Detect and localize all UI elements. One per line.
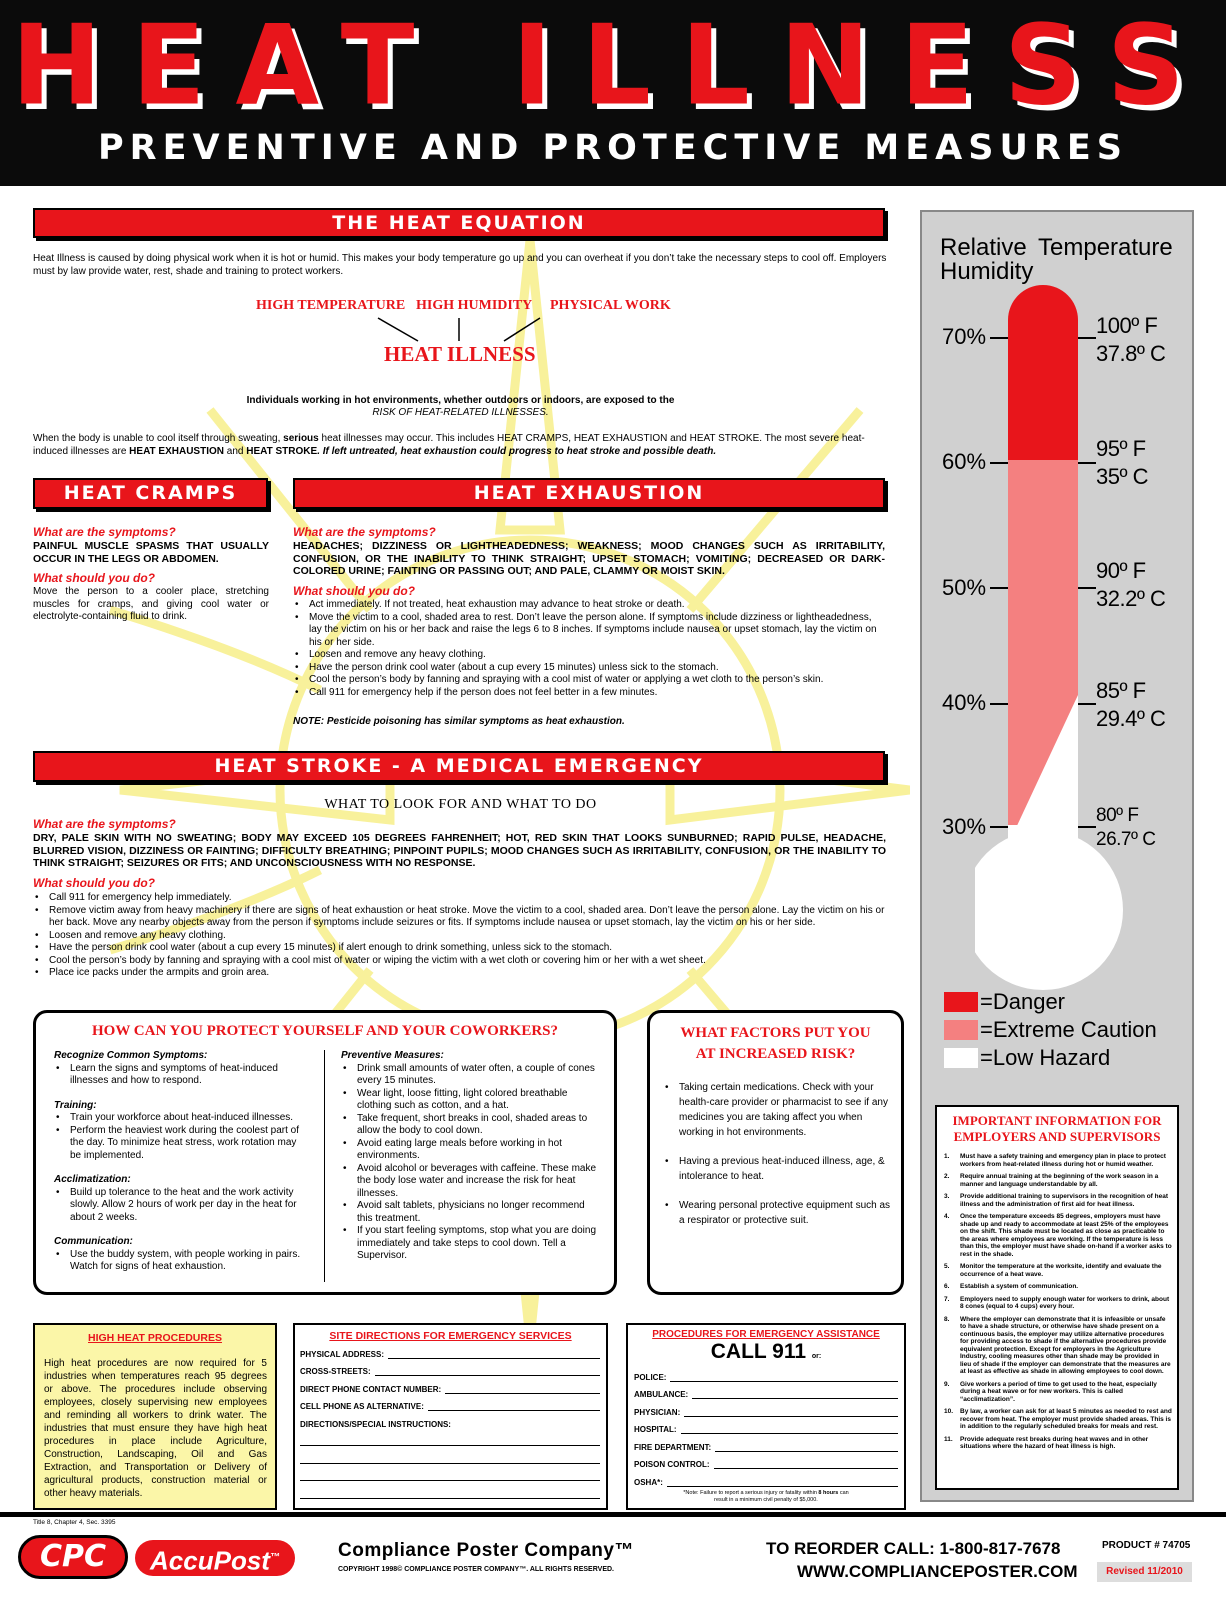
list-item: 8. Where the employer can demonstrate that it is infeasible or unsafe to have a shade structure, or otherwise have shade present on a continuous basis, the employer may utilize alternative procedures for providing access to shade if the alternative procedures provide equivalent protection. Except for employers in the Agriculture Industry, cooling measures other than shade may be provided in lieu of shade if the employer can demonstrate that the measures are at least as effective as shade in allowing employees to cool down. bbox=[944, 1315, 1171, 1375]
tick-right bbox=[1078, 587, 1096, 589]
list-item: • Loosen and remove any heavy clothing. bbox=[33, 930, 888, 943]
stroke-symptoms: DRY, PALE SKIN WITH NO SWEATING; BODY MAY EXCEED 105 DEGREES FAHRENHEIT; HOT, RED SKIN THAT LOOKS SUNBURNED; RAPID PULSE, HEADACHE, BLURRED VISION, DIZZINESS OR FAINTING; DIFFICULTY BREATHING; PINPOINT PUPILS; MOOD CHANGES SUCH AS IRRITABILITY, CONFUSION, OR THE INABILITY TO THINK STRAIGHT; SEIZURES OR FITS; AND UNCONSCIOUSNESS WITH NO RESPONSE. bbox=[33, 832, 886, 869]
heat-cramps-heading: HEAT CRAMPS bbox=[33, 478, 268, 509]
directions-line[interactable] bbox=[300, 1446, 600, 1464]
exhaustion-action-question: What should you do? bbox=[293, 584, 415, 598]
temp-85f: 85º F bbox=[1096, 678, 1146, 703]
cell-phone-field[interactable]: CELL PHONE AS ALTERNATIVE: bbox=[300, 1394, 600, 1412]
list-item: • Cool the person’s body by fanning and spraying with a cool mist of water or applying a wet cloth to the person’s skin. bbox=[293, 674, 885, 687]
list-item: • Build up tolerance to the heat and the work activity slowly. Allow 2 hours of work per day in the heat for about 2 weeks. bbox=[54, 1187, 310, 1225]
list-item: • Wearing personal protective equipment such as a respirator or protective suit. bbox=[663, 1198, 893, 1228]
tick-left bbox=[990, 826, 1008, 828]
temp-80f: 80º F bbox=[1096, 805, 1139, 826]
hospital-field[interactable]: HOSPITAL: bbox=[634, 1417, 898, 1435]
emergency-note: *Note: Failure to report a serious injury or fatality within 8 hours can result in a minimum civil penalty of $5,000. bbox=[683, 1490, 849, 1503]
list-item: 11. Provide adequate rest breaks during heat waves and in other situations where the hazard of heat illness is high. bbox=[944, 1435, 1149, 1450]
cpc-logo: CPC bbox=[18, 1535, 128, 1579]
humidity-50: 50% bbox=[942, 575, 987, 600]
list-item: 7. Employers need to supply enough water for workers to drink, about 8 cones (equal to 4 cups) every hour. bbox=[944, 1295, 1170, 1310]
list-item: 2. Require annual training at the beginning of the work season in a manner and language understandable by all. bbox=[944, 1173, 1159, 1188]
tick-right bbox=[1078, 462, 1096, 464]
cramps-symptoms: PAINFUL MUSCLE SPASMS THAT USUALLY OCCUR IN THE LEGS OR ABDOMEN. bbox=[33, 540, 269, 565]
high-heat-heading: HIGH HEAT PROCEDURES bbox=[88, 1332, 222, 1344]
tick-left bbox=[990, 337, 1008, 339]
factor-high-temperature: HIGH TEMPERATURE bbox=[256, 298, 406, 313]
call-911: CALL 911 or: bbox=[710, 1340, 822, 1363]
heat-exhaustion-heading: HEAT EXHAUSTION bbox=[293, 478, 885, 509]
list-item: • Move the victim to a cool, shaded area to rest. Don’t leave the person alone. If symptoms include dizziness or lightheadedness, lay the victim on his or her back and raise the legs 6 to 8 inches. If symptoms include nausea or upset stomach, lay the victim on his or her side. bbox=[293, 612, 885, 650]
list-item: • Remove victim away from heavy machinery if there are signs of heat exhaustion or heat stroke. Move the victim to a cool, shaded area. Don’t leave the person alone. Lay the victim on his or her back. Move any nearby objects away from the person if symptoms include seizures or fits. If symptoms include nausea or upset stomach, lay the victim on his or her side. bbox=[33, 905, 888, 930]
poster-title: HEAT ILLNESS bbox=[11, 2, 1215, 131]
website-link[interactable]: WWW.COMPLIANCEPOSTER.COM bbox=[797, 1562, 1078, 1581]
humidity-60: 60% bbox=[942, 449, 987, 474]
equation-body: When the body is unable to cool itself through sweating, serious heat illnesses may occur. This includes HEAT CRAMPS, HEAT EXHAUSTION and HEAT STROKE. The most severe heat-induced illnesses are HEAT EXHAUSTION and HEAT STROKE. If left untreated, heat exhaustion could progress to heat stroke and possible death. bbox=[33, 433, 865, 457]
employer-info-heading: IMPORTANT INFORMATION FOR EMPLOYERS AND SUPERVISORS bbox=[952, 1113, 1162, 1144]
list-item: • Act immediately. If not treated, heat exhaustion may advance to heat stroke or death. bbox=[293, 599, 885, 612]
emergency-heading: PROCEDURES FOR EMERGENCY ASSISTANCE bbox=[652, 1329, 880, 1340]
list-item: • Having a previous heat-induced illness, age, & intolerance to heat. bbox=[663, 1154, 893, 1184]
protect-right-column bbox=[341, 1050, 597, 1263]
list-item: • Train your workforce about heat-induced illnesses. bbox=[54, 1112, 310, 1125]
cramps-action-question: What should you do? bbox=[33, 571, 155, 585]
directions-line[interactable] bbox=[300, 1464, 600, 1482]
list-item: • Learn the signs and symptoms of heat-induced illnesses and how to respond. bbox=[54, 1063, 310, 1088]
ambulance-field[interactable]: AMBULANCE: bbox=[634, 1382, 898, 1400]
company-name: Compliance Poster Company™ bbox=[338, 1540, 634, 1561]
tick-right bbox=[1078, 826, 1096, 828]
physician-field[interactable]: PHYSICIAN: bbox=[634, 1399, 898, 1417]
site-fields bbox=[300, 1341, 600, 1499]
exhaustion-symptoms-question: What are the symptoms? bbox=[293, 525, 436, 539]
exhaustion-actions bbox=[293, 599, 885, 699]
recognize-title: Recognize Common Symptoms: bbox=[54, 1050, 208, 1061]
humidity-30: 30% bbox=[942, 814, 987, 839]
list-item: 4. Once the temperature exceeds 85 degrees, employers must have shade up and ready to accommodate at least 25% of the employees on the shift. This shade must be located as close as practicable to the areas where employees are working. If the temperature is less than this, the employer must have shade on-hand if a worker asks to rest in the shade. bbox=[944, 1213, 1172, 1258]
list-item: • Place ice packs under the armpits and groin area. bbox=[33, 967, 888, 980]
protect-heading: HOW CAN YOU PROTECT YOURSELF AND YOUR COWORKERS? bbox=[91, 1023, 559, 1039]
legend-danger: =Danger bbox=[944, 988, 1157, 1016]
exhaustion-symptoms: HEADACHES; DIZZINESS OR LIGHTHEADEDNESS; WEAKNESS; MOOD CHANGES SUCH AS IRRITABILITY, CONFUSION, OR THE INABILITY TO THINK STRAIGHT; UPSET STOMACH; VOMITING; DECREASED OR DARK-COLORED URINE; FAINTING OR PASSING OUT; AND PALE, CLAMMY OR MOIST SKIN. bbox=[293, 540, 885, 577]
tick-left bbox=[990, 587, 1008, 589]
employer-info-list bbox=[944, 1153, 1172, 1456]
tick-left bbox=[990, 703, 1008, 705]
directions-field[interactable]: DIRECTIONS/SPECIAL INSTRUCTIONS: bbox=[300, 1419, 451, 1429]
thermometer-legend bbox=[944, 988, 1157, 1072]
training-title: Training: bbox=[54, 1099, 97, 1111]
heat-equation-heading: THE HEAT EQUATION bbox=[33, 208, 885, 238]
stroke-action-question: What should you do? bbox=[33, 876, 155, 890]
list-item: 5. Monitor the temperature at the worksite, identify and evaluate the occurrence of a heat wave. bbox=[944, 1263, 1162, 1278]
cramps-symptoms-question: What are the symptoms? bbox=[33, 525, 176, 539]
risk-items bbox=[663, 1080, 893, 1228]
humidity-70: 70% bbox=[942, 324, 987, 349]
list-item: • If you start feeling symptoms, stop what you are doing immediately and take steps to cool down. Tell a Supervisor. bbox=[341, 1225, 597, 1263]
equation-result: HEAT ILLNESS bbox=[384, 342, 536, 366]
list-item: 1. Must have a safety training and emergency plan in place to protect workers from heat-related illness during hot or humid weather. bbox=[944, 1153, 1166, 1168]
preventive-title: Preventive Measures: bbox=[341, 1050, 444, 1061]
temp-90f: 90º F bbox=[1096, 558, 1146, 583]
physical-address-field[interactable]: PHYSICAL ADDRESS: bbox=[300, 1341, 600, 1359]
exhaustion-note: NOTE: Pesticide poisoning has similar symptoms as heat exhaustion. bbox=[293, 716, 625, 727]
emergency-fields bbox=[634, 1364, 898, 1487]
factor-high-humidity: HIGH HUMIDITY bbox=[416, 298, 533, 313]
citation: Title 8, Chapter 4, Sec. 3395 bbox=[33, 1519, 116, 1526]
list-item: 3. Provide additional training to supervisors in the recognition of heat illness and the administration of first aid for heat illness. bbox=[944, 1193, 1169, 1208]
osha-field[interactable]: OSHA*: bbox=[634, 1469, 898, 1487]
directions-line[interactable] bbox=[300, 1429, 600, 1447]
police-field[interactable]: POLICE: bbox=[634, 1364, 898, 1382]
heat-stroke-heading: HEAT STROKE - A MEDICAL EMERGENCY bbox=[33, 751, 885, 782]
reorder-phone: TO REORDER CALL: 1-800-817-7678 bbox=[766, 1539, 1061, 1558]
protect-divider bbox=[324, 1050, 325, 1282]
relative-humidity-label: Relative Humidity bbox=[940, 234, 1034, 285]
acclimatization-title: Acclimatization: bbox=[54, 1174, 131, 1185]
tick-right bbox=[1078, 703, 1096, 705]
list-item: • Perform the heaviest work during the coolest part of the day. To minimize heat stress, work rotation may be implemented. bbox=[54, 1125, 310, 1163]
risk-heading: WHAT FACTORS PUT YOU AT INCREASED RISK? bbox=[680, 1025, 871, 1062]
list-item: • Loosen and remove any heavy clothing. bbox=[293, 649, 885, 662]
copyright: COPYRIGHT 1998© COMPLIANCE POSTER COMPANY™. ALL RIGHTS RESERVED. bbox=[338, 1566, 614, 1573]
legend-low-hazard: =Low Hazard bbox=[944, 1044, 1157, 1072]
equation-intro: Heat Illness is caused by doing physical work when it is hot or humid. This makes your body temperature go up and you can overheat if you don’t take the necessary steps to cool off. Employers must by law provide water, rest, shade and training to protect workers. bbox=[33, 253, 887, 277]
humidity-40: 40% bbox=[942, 690, 987, 715]
site-directions-heading: SITE DIRECTIONS FOR EMERGENCY SERVICES bbox=[329, 1330, 572, 1342]
stroke-symptoms-question: What are the symptoms? bbox=[33, 817, 176, 831]
direct-phone-field[interactable]: DIRECT PHONE CONTACT NUMBER: bbox=[300, 1376, 600, 1394]
list-item: 6. Establish a system of communication. bbox=[944, 1283, 1079, 1290]
list-item: • Avoid eating large meals before working in hot environments. bbox=[341, 1138, 597, 1163]
factor-physical-work: PHYSICAL WORK bbox=[550, 298, 671, 313]
temp-37-8c: 37.8º C bbox=[1096, 341, 1166, 366]
poison-control-field[interactable]: POISON CONTROL: bbox=[634, 1452, 898, 1470]
revised-date: Revised 11/2010 bbox=[1097, 1562, 1192, 1582]
communication-title: Communication: bbox=[54, 1236, 133, 1247]
list-item: • Wear light, loose fitting, light colored breathable clothing such as cotton, and a hat. bbox=[341, 1088, 597, 1113]
poster-subtitle: PREVENTIVE AND PROTECTIVE MEASURES bbox=[98, 128, 1128, 168]
legend-extreme-caution: =Extreme Caution bbox=[944, 1016, 1157, 1044]
temp-95f: 95º F bbox=[1096, 436, 1146, 461]
tick-left bbox=[990, 462, 1008, 464]
fire-department-field[interactable]: FIRE DEPARTMENT: bbox=[634, 1434, 898, 1452]
list-item: • Avoid salt tablets, physicians no longer recommend this treatment. bbox=[341, 1200, 597, 1225]
temp-100f: 100º F bbox=[1096, 313, 1158, 338]
cramps-action: Move the person to a cooler place, stretching muscles for cramps, and giving cool water or electrolyte-containing fluid to drink. bbox=[33, 586, 269, 622]
exposed-line-1: Individuals working in hot environments, whether outdoors or indoors, are exposed to the bbox=[246, 395, 675, 406]
temp-32-2c: 32.2º C bbox=[1096, 586, 1166, 611]
tick-right bbox=[1078, 337, 1096, 339]
accupost-logo: AccuPost™ bbox=[135, 1540, 295, 1576]
high-heat-text: High heat procedures are now required for 5 industries when temperatures reach 95 degrees or above. The procedures include observing employees, closely supervising new employees and reminding all workers to drink water. The industries that must ensure they have high heat procedures in place include Agriculture, Construction, Landscaping, Oil and Gas Extraction, and Transportation or Delivery of agricultural products, construction material or other heavy materials. bbox=[44, 1358, 267, 1499]
temp-26-7c: 26.7º C bbox=[1096, 829, 1156, 850]
list-item: • Drink small amounts of water often, a couple of cones every 15 minutes. bbox=[341, 1063, 597, 1088]
list-item: • Avoid alcohol or beverages with caffeine. These make the body lose water and increase the risk for heat illnesses. bbox=[341, 1163, 597, 1201]
temp-35c: 35º C bbox=[1096, 464, 1149, 489]
list-item: • Cool the person’s body by fanning and spraying with a cool mist of water or wiping the victim with a wet cloth or covering him or her with a wet sheet. bbox=[33, 955, 888, 968]
list-item: • Call 911 for emergency help immediately. bbox=[33, 892, 888, 905]
protect-left-column bbox=[54, 1050, 310, 1274]
equation-connector-lines bbox=[370, 316, 550, 344]
temperature-label: Temperature bbox=[1038, 234, 1173, 261]
list-item: • Use the buddy system, with people working in pairs. Watch for signs of heat exhaustion. bbox=[54, 1249, 310, 1274]
heat-stroke-subheading: WHAT TO LOOK FOR AND WHAT TO DO bbox=[324, 797, 597, 812]
exposed-line-2: RISK OF HEAT-RELATED ILLNESSES. bbox=[372, 407, 549, 418]
cross-streets-field[interactable]: CROSS-STREETS: bbox=[300, 1359, 600, 1377]
thermometer-graphic bbox=[975, 285, 1140, 1000]
list-item: • Have the person drink cool water (about a cup every 15 minutes) if alert enough to drink something, unless sick to the stomach. bbox=[33, 942, 888, 955]
list-item: • Call 911 for emergency help if the person does not feel better in a few minutes. bbox=[293, 687, 885, 700]
stroke-actions bbox=[33, 892, 888, 980]
list-item: • Taking certain medications. Check with your health-care provider or pharmacist to see if any medicines you are taking affect you when working in hot environments. bbox=[663, 1080, 893, 1140]
directions-line[interactable] bbox=[300, 1481, 600, 1499]
list-item: • Have the person drink cool water (about a cup every 15 minutes) unless sick to the stomach. bbox=[293, 662, 885, 675]
list-item: 9. Give workers a period of time to get used to the heat, especially during a heat wave or for new workers. This is called “acclimatization”. bbox=[944, 1380, 1157, 1403]
product-number: PRODUCT # 74705 bbox=[1102, 1540, 1191, 1551]
list-item: • Take frequent, short breaks in cool, shaded areas to allow the body to cool down. bbox=[341, 1113, 597, 1138]
list-item: 10. By law, a worker can ask for at least 5 minutes as needed to rest and recover from heat. The employer must provide shaded areas. This is in addition to the regularly scheduled breaks for meals and rest. bbox=[944, 1408, 1172, 1430]
temp-29-4c: 29.4º C bbox=[1096, 706, 1166, 731]
